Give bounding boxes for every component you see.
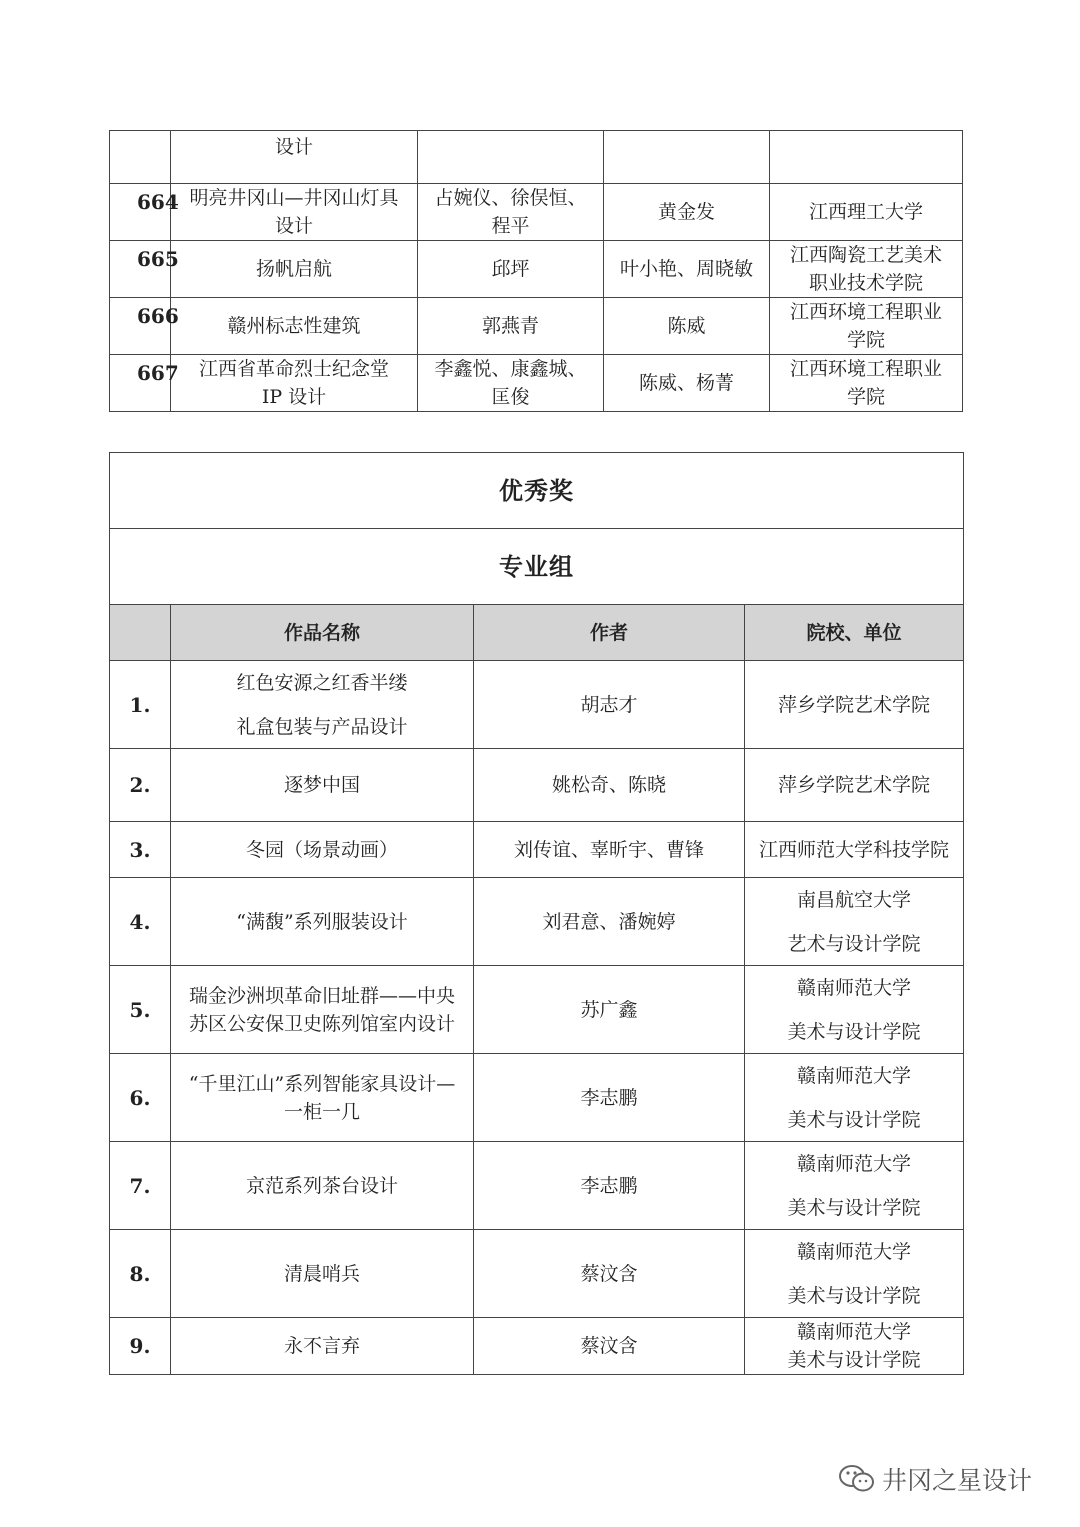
row-number: 8. xyxy=(110,1230,171,1318)
school xyxy=(745,878,964,966)
school-line: 职业技术学院 xyxy=(808,272,923,294)
advisor-line: 叶小艳、周晓敏 xyxy=(619,258,753,280)
table-row xyxy=(110,355,963,412)
header-school: 院校、单位 xyxy=(745,605,964,661)
work-title xyxy=(171,822,474,878)
table-row xyxy=(110,131,963,184)
table-row xyxy=(110,184,963,241)
author xyxy=(418,298,604,355)
author-line: 占婉仪、徐俣恒、 xyxy=(434,187,587,209)
work-title-line: 红色安源之红香半缕 xyxy=(236,671,408,694)
work-title-line: 明亮井冈山—井冈山灯具 xyxy=(189,187,399,209)
author-line: 刘君意、潘婉婷 xyxy=(542,910,676,933)
table-row xyxy=(110,749,964,822)
author-line: 蔡汶含 xyxy=(580,1262,638,1285)
author xyxy=(474,1230,745,1318)
work-title xyxy=(171,749,474,822)
work-title-line: 一柜一几 xyxy=(283,1100,360,1123)
table-row xyxy=(110,966,964,1054)
row-number: 3. xyxy=(110,822,171,878)
table-row xyxy=(110,1142,964,1230)
school-line: 赣南师范大学 xyxy=(796,1152,911,1175)
school-line: 美术与设计学院 xyxy=(787,1020,921,1043)
row-number: 6. xyxy=(110,1054,171,1142)
school xyxy=(770,131,963,184)
watermark xyxy=(838,1459,1032,1499)
work-title xyxy=(171,878,474,966)
work-title-line: 冬园（场景动画） xyxy=(245,838,398,861)
wechat-icon xyxy=(838,1463,876,1495)
work-title xyxy=(171,241,418,298)
work-title-line: 扬帆启航 xyxy=(255,258,332,280)
work-title-line: 设计 xyxy=(274,215,313,237)
author xyxy=(474,1054,745,1142)
row-number: 7. xyxy=(110,1142,171,1230)
advisor-line: 陈威、杨菁 xyxy=(638,372,734,394)
work-title-line: “千里江山”系列智能家具设计— xyxy=(188,1072,456,1095)
work-title-line: 苏区公安保卫史陈列馆室内设计 xyxy=(188,1012,455,1035)
school-line: 赣南师范大学 xyxy=(796,1321,911,1343)
school-line: 学院 xyxy=(846,386,885,408)
author-line: 胡志才 xyxy=(580,693,638,716)
work-title-line: 清晨哨兵 xyxy=(283,1262,360,1285)
work-title xyxy=(171,1318,474,1375)
school-line: 萍乡学院艺术学院 xyxy=(777,774,930,796)
table-row xyxy=(110,241,963,298)
group-title: 专业组 xyxy=(110,529,964,605)
school-line: 艺术与设计学院 xyxy=(787,932,921,955)
header-author: 作者 xyxy=(474,605,745,661)
school xyxy=(745,966,964,1054)
work-title-line: 京范系列茶台设计 xyxy=(245,1174,398,1197)
author xyxy=(474,966,745,1054)
advisor-line: 陈威 xyxy=(667,315,706,337)
school-line: 江西理工大学 xyxy=(808,201,923,223)
school-line: 赣南师范大学 xyxy=(796,1240,911,1263)
school-line: 江西陶瓷工艺美术 xyxy=(789,244,942,266)
school xyxy=(770,355,963,412)
advisor xyxy=(604,241,770,298)
advisor xyxy=(604,355,770,412)
author-line: 匡俊 xyxy=(491,386,530,408)
author xyxy=(474,661,745,749)
author-line: 李鑫悦、康鑫城、 xyxy=(434,358,587,380)
table-row xyxy=(110,878,964,966)
row-number: 5. xyxy=(110,966,171,1054)
author xyxy=(418,241,604,298)
school xyxy=(770,184,963,241)
work-title xyxy=(171,966,474,1054)
author-line: 程平 xyxy=(491,215,530,237)
row-number: 1. xyxy=(110,661,171,749)
author xyxy=(418,184,604,241)
school-line: 学院 xyxy=(846,329,885,351)
work-title xyxy=(171,1142,474,1230)
school-line: 赣南师范大学 xyxy=(796,1064,911,1087)
school xyxy=(745,1054,964,1142)
work-title xyxy=(171,661,474,749)
author xyxy=(474,1142,745,1230)
table-row xyxy=(110,1054,964,1142)
table-row xyxy=(110,661,964,749)
author-line: 李志鹏 xyxy=(580,1174,638,1197)
author xyxy=(474,878,745,966)
author-line: 李志鹏 xyxy=(580,1086,638,1109)
school xyxy=(745,1142,964,1230)
school-line: 美术与设计学院 xyxy=(787,1349,921,1371)
entry-number: 665 xyxy=(110,241,171,298)
school xyxy=(745,1318,964,1375)
school-line: 江西环境工程职业 xyxy=(789,301,942,323)
work-title xyxy=(171,355,418,412)
row-number: 9. xyxy=(110,1318,171,1375)
award-title: 优秀奖 xyxy=(110,453,964,529)
author-line: 邱坪 xyxy=(491,258,530,280)
excellence-award-table xyxy=(109,452,964,1375)
table-row xyxy=(110,1318,964,1375)
author-line: 姚松奇、陈晓 xyxy=(551,774,666,796)
watermark-text: 井冈之星设计 xyxy=(882,1466,1033,1495)
school xyxy=(745,1230,964,1318)
author-line: 苏广鑫 xyxy=(580,998,638,1021)
school xyxy=(770,298,963,355)
row-number: 4. xyxy=(110,878,171,966)
work-title-line: “满馥”系列服装设计 xyxy=(236,910,408,933)
school-line: 江西环境工程职业 xyxy=(789,358,942,380)
table-row xyxy=(110,822,964,878)
work-title-line: IP 设计 xyxy=(261,386,327,408)
author-line: 蔡汶含 xyxy=(580,1335,638,1357)
work-title-line: 赣州标志性建筑 xyxy=(227,315,361,337)
results-table-continued xyxy=(109,130,963,412)
author xyxy=(418,355,604,412)
work-title xyxy=(171,298,418,355)
entry-number: 667 xyxy=(110,355,171,412)
advisor xyxy=(604,298,770,355)
work-title xyxy=(171,1230,474,1318)
author-line: 郭燕青 xyxy=(481,315,539,337)
advisor xyxy=(604,184,770,241)
work-title xyxy=(171,1054,474,1142)
table-row xyxy=(110,298,963,355)
advisor xyxy=(604,131,770,184)
school-line: 美术与设计学院 xyxy=(787,1196,921,1219)
school xyxy=(745,749,964,822)
entry-number xyxy=(110,131,171,184)
school-line: 江西师范大学科技学院 xyxy=(758,838,949,861)
school-line: 赣南师范大学 xyxy=(796,976,911,999)
header-title: 作品名称 xyxy=(171,605,474,661)
author xyxy=(474,1318,745,1375)
table-row xyxy=(110,1230,964,1318)
header-number xyxy=(110,605,171,661)
entry-number: 666 xyxy=(110,298,171,355)
work-title-line: 设计 xyxy=(274,136,313,158)
author xyxy=(474,822,745,878)
author-line: 刘传谊、辜昕宇、曹锋 xyxy=(513,838,704,861)
author xyxy=(474,749,745,822)
school-line: 美术与设计学院 xyxy=(787,1284,921,1307)
work-title-line: 礼盒包装与产品设计 xyxy=(236,715,408,738)
school-line: 南昌航空大学 xyxy=(796,888,911,911)
school xyxy=(745,822,964,878)
work-title-line: 永不言弃 xyxy=(283,1335,360,1357)
work-title xyxy=(171,131,418,184)
school xyxy=(770,241,963,298)
author xyxy=(418,131,604,184)
entry-number: 664 xyxy=(110,184,171,241)
work-title-line: 瑞金沙洲坝革命旧址群——中央 xyxy=(188,984,455,1007)
work-title-line: 江西省革命烈士纪念堂 xyxy=(198,358,389,380)
work-title-line: 逐梦中国 xyxy=(283,774,360,796)
work-title xyxy=(171,184,418,241)
school-line: 萍乡学院艺术学院 xyxy=(777,693,930,716)
school xyxy=(745,661,964,749)
row-number: 2. xyxy=(110,749,171,822)
school-line: 美术与设计学院 xyxy=(787,1108,921,1131)
advisor-line: 黄金发 xyxy=(657,201,715,223)
